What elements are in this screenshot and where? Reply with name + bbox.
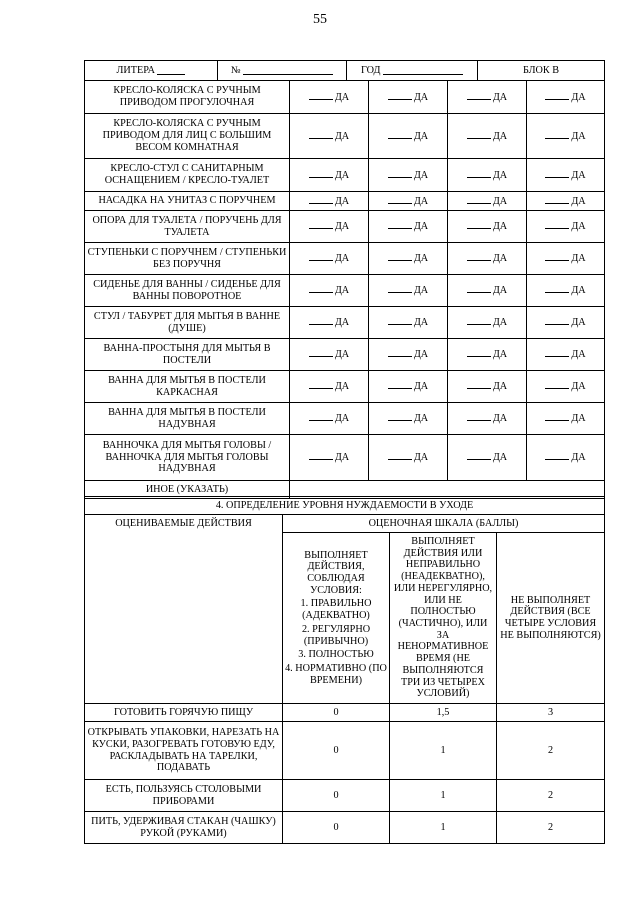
table-row xyxy=(85,159,605,192)
scale-col-1-item-3: 3. ПОЛНОСТЬЮ xyxy=(298,649,374,661)
yes-option[interactable] xyxy=(527,159,605,192)
yes-option[interactable] xyxy=(290,243,369,275)
yes-label: ДА xyxy=(413,130,429,142)
litera-cell xyxy=(85,61,218,80)
score-cell: 1 xyxy=(390,780,497,812)
yes-label: ДА xyxy=(492,285,508,297)
yes-option[interactable] xyxy=(369,159,448,192)
yes-label: ДА xyxy=(334,253,350,265)
yes-option[interactable] xyxy=(290,403,369,435)
year-field[interactable] xyxy=(383,66,463,75)
litera-field[interactable] xyxy=(157,66,185,75)
number-label: № xyxy=(230,64,241,76)
yes-blank[interactable] xyxy=(388,316,412,325)
yes-label: ДА xyxy=(571,349,586,361)
yes-blank[interactable] xyxy=(388,380,412,389)
yes-label: ДА xyxy=(334,91,350,103)
score-cell: 1,5 xyxy=(390,704,497,722)
yes-blank[interactable] xyxy=(467,451,491,460)
yes-label: ДА xyxy=(492,452,508,464)
yes-label: ДА xyxy=(413,195,429,207)
yes-blank[interactable] xyxy=(309,412,333,421)
yes-label: ДА xyxy=(334,130,350,142)
yes-label: ДА xyxy=(413,253,429,265)
yes-option[interactable] xyxy=(369,211,448,243)
yes-option[interactable] xyxy=(369,371,448,403)
yes-blank[interactable] xyxy=(545,169,569,178)
yes-label: ДА xyxy=(571,317,586,329)
yes-label: ДА xyxy=(571,169,586,181)
yes-label: ДА xyxy=(413,413,429,425)
scale-col-1-intro: ВЫПОЛНЯЕТ ДЕЙСТВИЯ, СОБЛЮДАЯ УСЛОВИЯ: xyxy=(304,549,368,596)
yes-blank[interactable] xyxy=(467,348,491,357)
table-row xyxy=(85,722,605,780)
yes-blank[interactable] xyxy=(467,252,491,261)
yes-blank[interactable] xyxy=(388,91,412,100)
table-row xyxy=(85,435,605,481)
scale-col-1-item-4: 4. НОРМАТИВНО (ПО ВРЕМЕНИ) xyxy=(285,663,387,686)
yes-blank[interactable] xyxy=(467,412,491,421)
yes-option[interactable] xyxy=(527,81,605,114)
device-name: СТУПЕНЬКИ С ПОРУЧНЕМ / СТУПЕНЬКИ БЕЗ ПОРУЧНЯ xyxy=(85,243,290,275)
number-cell xyxy=(218,61,347,80)
yes-blank[interactable] xyxy=(467,316,491,325)
yes-label: ДА xyxy=(492,381,508,393)
yes-blank[interactable] xyxy=(388,195,412,204)
yes-label: ДА xyxy=(334,169,350,181)
header-row xyxy=(85,61,605,81)
yes-option[interactable] xyxy=(448,339,527,371)
score-cell: 2 xyxy=(497,780,605,812)
yes-option[interactable] xyxy=(290,435,369,481)
yes-blank[interactable] xyxy=(545,412,569,421)
score-cell: 3 xyxy=(497,704,605,722)
yes-label: ДА xyxy=(492,253,508,265)
scale-col-3: НЕ ВЫПОЛНЯЕТ ДЕЙСТВИЯ (ВСЕ ЧЕТЫРЕ УСЛОВИЯ НЕ ВЫПОЛНЯЮТСЯ) xyxy=(497,533,605,704)
yes-blank[interactable] xyxy=(309,284,333,293)
yes-blank[interactable] xyxy=(388,169,412,178)
yes-blank[interactable] xyxy=(545,130,569,139)
block-cell xyxy=(478,61,604,80)
table-row xyxy=(85,114,605,159)
yes-label: ДА xyxy=(334,381,350,393)
yes-label: ДА xyxy=(334,317,350,329)
device-name: КРЕСЛО-КОЛЯСКА С РУЧНЫМ ПРИВОДОМ ДЛЯ ЛИЦ С БОЛЬШИМ ВЕСОМ КОМНАТНАЯ xyxy=(85,114,290,159)
action-cell: ЕСТЬ, ПОЛЬЗУЯСЬ СТОЛОВЫМИ ПРИБОРАМИ xyxy=(85,780,283,812)
yes-label: ДА xyxy=(334,285,350,297)
yes-option[interactable] xyxy=(290,192,369,211)
yes-label: ДА xyxy=(571,221,586,233)
yes-blank[interactable] xyxy=(545,220,569,229)
action-cell: ГОТОВИТЬ ГОРЯЧУЮ ПИЩУ xyxy=(85,704,283,722)
yes-option[interactable] xyxy=(290,339,369,371)
year-label: ГОД xyxy=(361,64,381,76)
yes-option[interactable] xyxy=(448,211,527,243)
table-row xyxy=(85,211,605,243)
yes-blank[interactable] xyxy=(467,169,491,178)
scale-col-1-item-2: 2. РЕГУЛЯРНО (ПРИВЫЧНО) xyxy=(301,623,371,647)
scale-col-1 xyxy=(283,533,390,704)
devices-table xyxy=(84,60,605,499)
yes-blank[interactable] xyxy=(545,348,569,357)
yes-blank[interactable] xyxy=(388,252,412,261)
yes-label: ДА xyxy=(413,221,429,233)
yes-label: ДА xyxy=(492,413,508,425)
yes-label: ДА xyxy=(413,285,429,297)
yes-blank[interactable] xyxy=(467,380,491,389)
yes-option[interactable] xyxy=(527,243,605,275)
action-cell: ПИТЬ, УДЕРЖИВАЯ СТАКАН (ЧАШКУ) РУКОЙ (РУКАМИ) xyxy=(85,812,283,844)
table-row xyxy=(85,243,605,275)
yes-label: ДА xyxy=(571,91,586,103)
yes-label: ДА xyxy=(413,452,429,464)
year-cell xyxy=(347,61,478,80)
yes-option[interactable] xyxy=(448,159,527,192)
yes-label: ДА xyxy=(334,349,350,361)
yes-blank[interactable] xyxy=(388,348,412,357)
yes-label: ДА xyxy=(334,413,350,425)
table-row xyxy=(85,275,605,307)
yes-label: ДА xyxy=(334,195,350,207)
yes-option[interactable] xyxy=(290,371,369,403)
yes-label: ДА xyxy=(334,452,350,464)
yes-label: ДА xyxy=(571,130,586,142)
yes-blank[interactable] xyxy=(309,220,333,229)
yes-option[interactable] xyxy=(448,435,527,481)
table-row xyxy=(85,812,605,844)
yes-option[interactable] xyxy=(290,211,369,243)
section4-title-row xyxy=(85,497,605,515)
yes-option[interactable] xyxy=(290,114,369,159)
yes-option[interactable] xyxy=(369,403,448,435)
yes-option[interactable] xyxy=(369,192,448,211)
score-cell: 1 xyxy=(390,722,497,780)
yes-label: ДА xyxy=(571,253,586,265)
yes-label: ДА xyxy=(492,317,508,329)
yes-option[interactable] xyxy=(369,339,448,371)
yes-option[interactable] xyxy=(369,114,448,159)
yes-blank[interactable] xyxy=(388,412,412,421)
yes-label: ДА xyxy=(413,349,429,361)
score-cell: 1 xyxy=(390,812,497,844)
yes-option[interactable] xyxy=(369,81,448,114)
device-name: СИДЕНЬЕ ДЛЯ ВАННЫ / СИДЕНЬЕ ДЛЯ ВАННЫ ПОВОРОТНОЕ xyxy=(85,275,290,307)
device-name: ВАННА ДЛЯ МЫТЬЯ В ПОСТЕЛИ НАДУВНАЯ xyxy=(85,403,290,435)
yes-label: ДА xyxy=(492,130,508,142)
action-cell: ОТКРЫВАТЬ УПАКОВКИ, НАРЕЗАТЬ НА КУСКИ, РАЗОГРЕВАТЬ ГОТОВУЮ ЕДУ, РАСКЛАДЫВАТЬ НА ТАРЕЛКИ, ПОДАВАТЬ xyxy=(85,722,283,780)
yes-option[interactable] xyxy=(527,403,605,435)
yes-label: ДА xyxy=(571,381,586,393)
actions-header: ОЦЕНИВАЕМЫЕ ДЕЙСТВИЯ xyxy=(85,515,283,704)
yes-blank[interactable] xyxy=(388,451,412,460)
yes-option[interactable] xyxy=(527,307,605,339)
yes-label: ДА xyxy=(571,452,586,464)
scale-header: ОЦЕНОЧНАЯ ШКАЛА (БАЛЛЫ) xyxy=(283,515,605,533)
yes-blank[interactable] xyxy=(309,252,333,261)
yes-option[interactable] xyxy=(369,435,448,481)
table-row xyxy=(85,339,605,371)
scale-col-2: ВЫПОЛНЯЕТ ДЕЙСТВИЯ ИЛИ НЕПРАВИЛЬНО (НЕАДЕКВАТНО), ИЛИ НЕРЕГУЛЯРНО, ИЛИ НЕ ПОЛНОСТЬЮ (ЧАСТИЧНО), ИЛИ ЗА НЕНОРМАТИВНОЕ ВРЕМЯ (НЕ ВЫПОЛНЯЮТСЯ ТРИ ИЗ ЧЕТЫРЕХ УСЛОВИЙ) xyxy=(390,533,497,704)
yes-label: ДА xyxy=(492,169,508,181)
score-cell: 2 xyxy=(497,722,605,780)
yes-blank[interactable] xyxy=(309,195,333,204)
device-name: ОПОРА ДЛЯ ТУАЛЕТА / ПОРУЧЕНЬ ДЛЯ ТУАЛЕТА xyxy=(85,211,290,243)
care-need-table xyxy=(84,496,605,844)
yes-option[interactable] xyxy=(527,339,605,371)
yes-blank[interactable] xyxy=(545,195,569,204)
yes-label: ДА xyxy=(571,285,586,297)
scale-col-1-item-1: 1. ПРАВИЛЬНО (АДЕКВАТНО) xyxy=(300,598,372,622)
yes-option[interactable] xyxy=(369,275,448,307)
table-row xyxy=(85,704,605,722)
table-row xyxy=(85,192,605,211)
device-name: СТУЛ / ТАБУРЕТ ДЛЯ МЫТЬЯ В ВАННЕ (ДУШЕ) xyxy=(85,307,290,339)
yes-blank[interactable] xyxy=(545,380,569,389)
yes-blank[interactable] xyxy=(545,284,569,293)
yes-option[interactable] xyxy=(527,435,605,481)
yes-option[interactable] xyxy=(527,114,605,159)
yes-option[interactable] xyxy=(369,243,448,275)
yes-blank[interactable] xyxy=(467,91,491,100)
yes-label: ДА xyxy=(413,317,429,329)
section4-head-row xyxy=(85,515,605,533)
yes-label: ДА xyxy=(492,195,508,207)
score-cell: 0 xyxy=(283,780,390,812)
yes-blank[interactable] xyxy=(309,451,333,460)
yes-blank[interactable] xyxy=(467,220,491,229)
other-label: ИНОЕ (УКАЗАТЬ) xyxy=(85,481,290,499)
yes-option[interactable] xyxy=(527,275,605,307)
yes-blank[interactable] xyxy=(467,130,491,139)
yes-option[interactable] xyxy=(448,307,527,339)
device-name: НАСАДКА НА УНИТАЗ С ПОРУЧНЕМ xyxy=(85,192,290,211)
yes-option[interactable] xyxy=(448,114,527,159)
table-row xyxy=(85,780,605,812)
yes-label: ДА xyxy=(492,221,508,233)
device-name: ВАННА ДЛЯ МЫТЬЯ В ПОСТЕЛИ КАРКАСНАЯ xyxy=(85,371,290,403)
litera-label: ЛИТЕРА xyxy=(116,64,155,76)
yes-blank[interactable] xyxy=(309,169,333,178)
yes-blank[interactable] xyxy=(309,380,333,389)
yes-blank[interactable] xyxy=(467,284,491,293)
number-field[interactable] xyxy=(243,66,333,75)
yes-option[interactable] xyxy=(448,371,527,403)
section4-title: 4. ОПРЕДЕЛЕНИЕ УРОВНЯ НУЖДАЕМОСТИ В УХОДЕ xyxy=(85,497,605,515)
table-row xyxy=(85,403,605,435)
page-number: 55 xyxy=(313,12,327,27)
yes-blank[interactable] xyxy=(388,220,412,229)
yes-option[interactable] xyxy=(290,275,369,307)
yes-blank[interactable] xyxy=(545,91,569,100)
device-name: КРЕСЛО-СТУЛ С САНИТАРНЫМ ОСНАЩЕНИЕМ / КРЕСЛО-ТУАЛЕТ xyxy=(85,159,290,192)
score-cell: 0 xyxy=(283,722,390,780)
block-label: БЛОК В xyxy=(523,64,559,76)
score-cell: 0 xyxy=(283,704,390,722)
yes-label: ДА xyxy=(571,413,586,425)
score-cell: 2 xyxy=(497,812,605,844)
yes-option[interactable] xyxy=(290,307,369,339)
yes-option[interactable] xyxy=(448,192,527,211)
yes-label: ДА xyxy=(492,349,508,361)
yes-option[interactable] xyxy=(290,159,369,192)
yes-option[interactable] xyxy=(527,192,605,211)
device-name: ВАННА-ПРОСТЫНЯ ДЛЯ МЫТЬЯ В ПОСТЕЛИ xyxy=(85,339,290,371)
device-name: ВАННОЧКА ДЛЯ МЫТЬЯ ГОЛОВЫ / ВАННОЧКА ДЛЯ МЫТЬЯ ГОЛОВЫ НАДУВНАЯ xyxy=(85,435,290,481)
yes-label: ДА xyxy=(413,169,429,181)
table-row xyxy=(85,371,605,403)
yes-blank[interactable] xyxy=(388,284,412,293)
yes-option[interactable] xyxy=(448,403,527,435)
yes-label: ДА xyxy=(413,91,429,103)
yes-option[interactable] xyxy=(290,81,369,114)
yes-label: ДА xyxy=(334,221,350,233)
score-cell: 0 xyxy=(283,812,390,844)
yes-blank[interactable] xyxy=(467,195,491,204)
yes-option[interactable] xyxy=(527,211,605,243)
yes-option[interactable] xyxy=(448,81,527,114)
yes-label: ДА xyxy=(413,381,429,393)
yes-option[interactable] xyxy=(527,371,605,403)
yes-blank[interactable] xyxy=(545,316,569,325)
yes-blank[interactable] xyxy=(309,130,333,139)
yes-blank[interactable] xyxy=(545,451,569,460)
yes-blank[interactable] xyxy=(388,130,412,139)
yes-label: ДА xyxy=(492,91,508,103)
table-row xyxy=(85,81,605,114)
yes-blank[interactable] xyxy=(545,252,569,261)
yes-option[interactable] xyxy=(369,307,448,339)
yes-blank[interactable] xyxy=(309,91,333,100)
yes-blank[interactable] xyxy=(309,348,333,357)
yes-option[interactable] xyxy=(448,243,527,275)
yes-option[interactable] xyxy=(448,275,527,307)
table-row xyxy=(85,307,605,339)
yes-blank[interactable] xyxy=(309,316,333,325)
device-name: КРЕСЛО-КОЛЯСКА С РУЧНЫМ ПРИВОДОМ ПРОГУЛОЧНАЯ xyxy=(85,81,290,114)
yes-label: ДА xyxy=(571,195,586,207)
